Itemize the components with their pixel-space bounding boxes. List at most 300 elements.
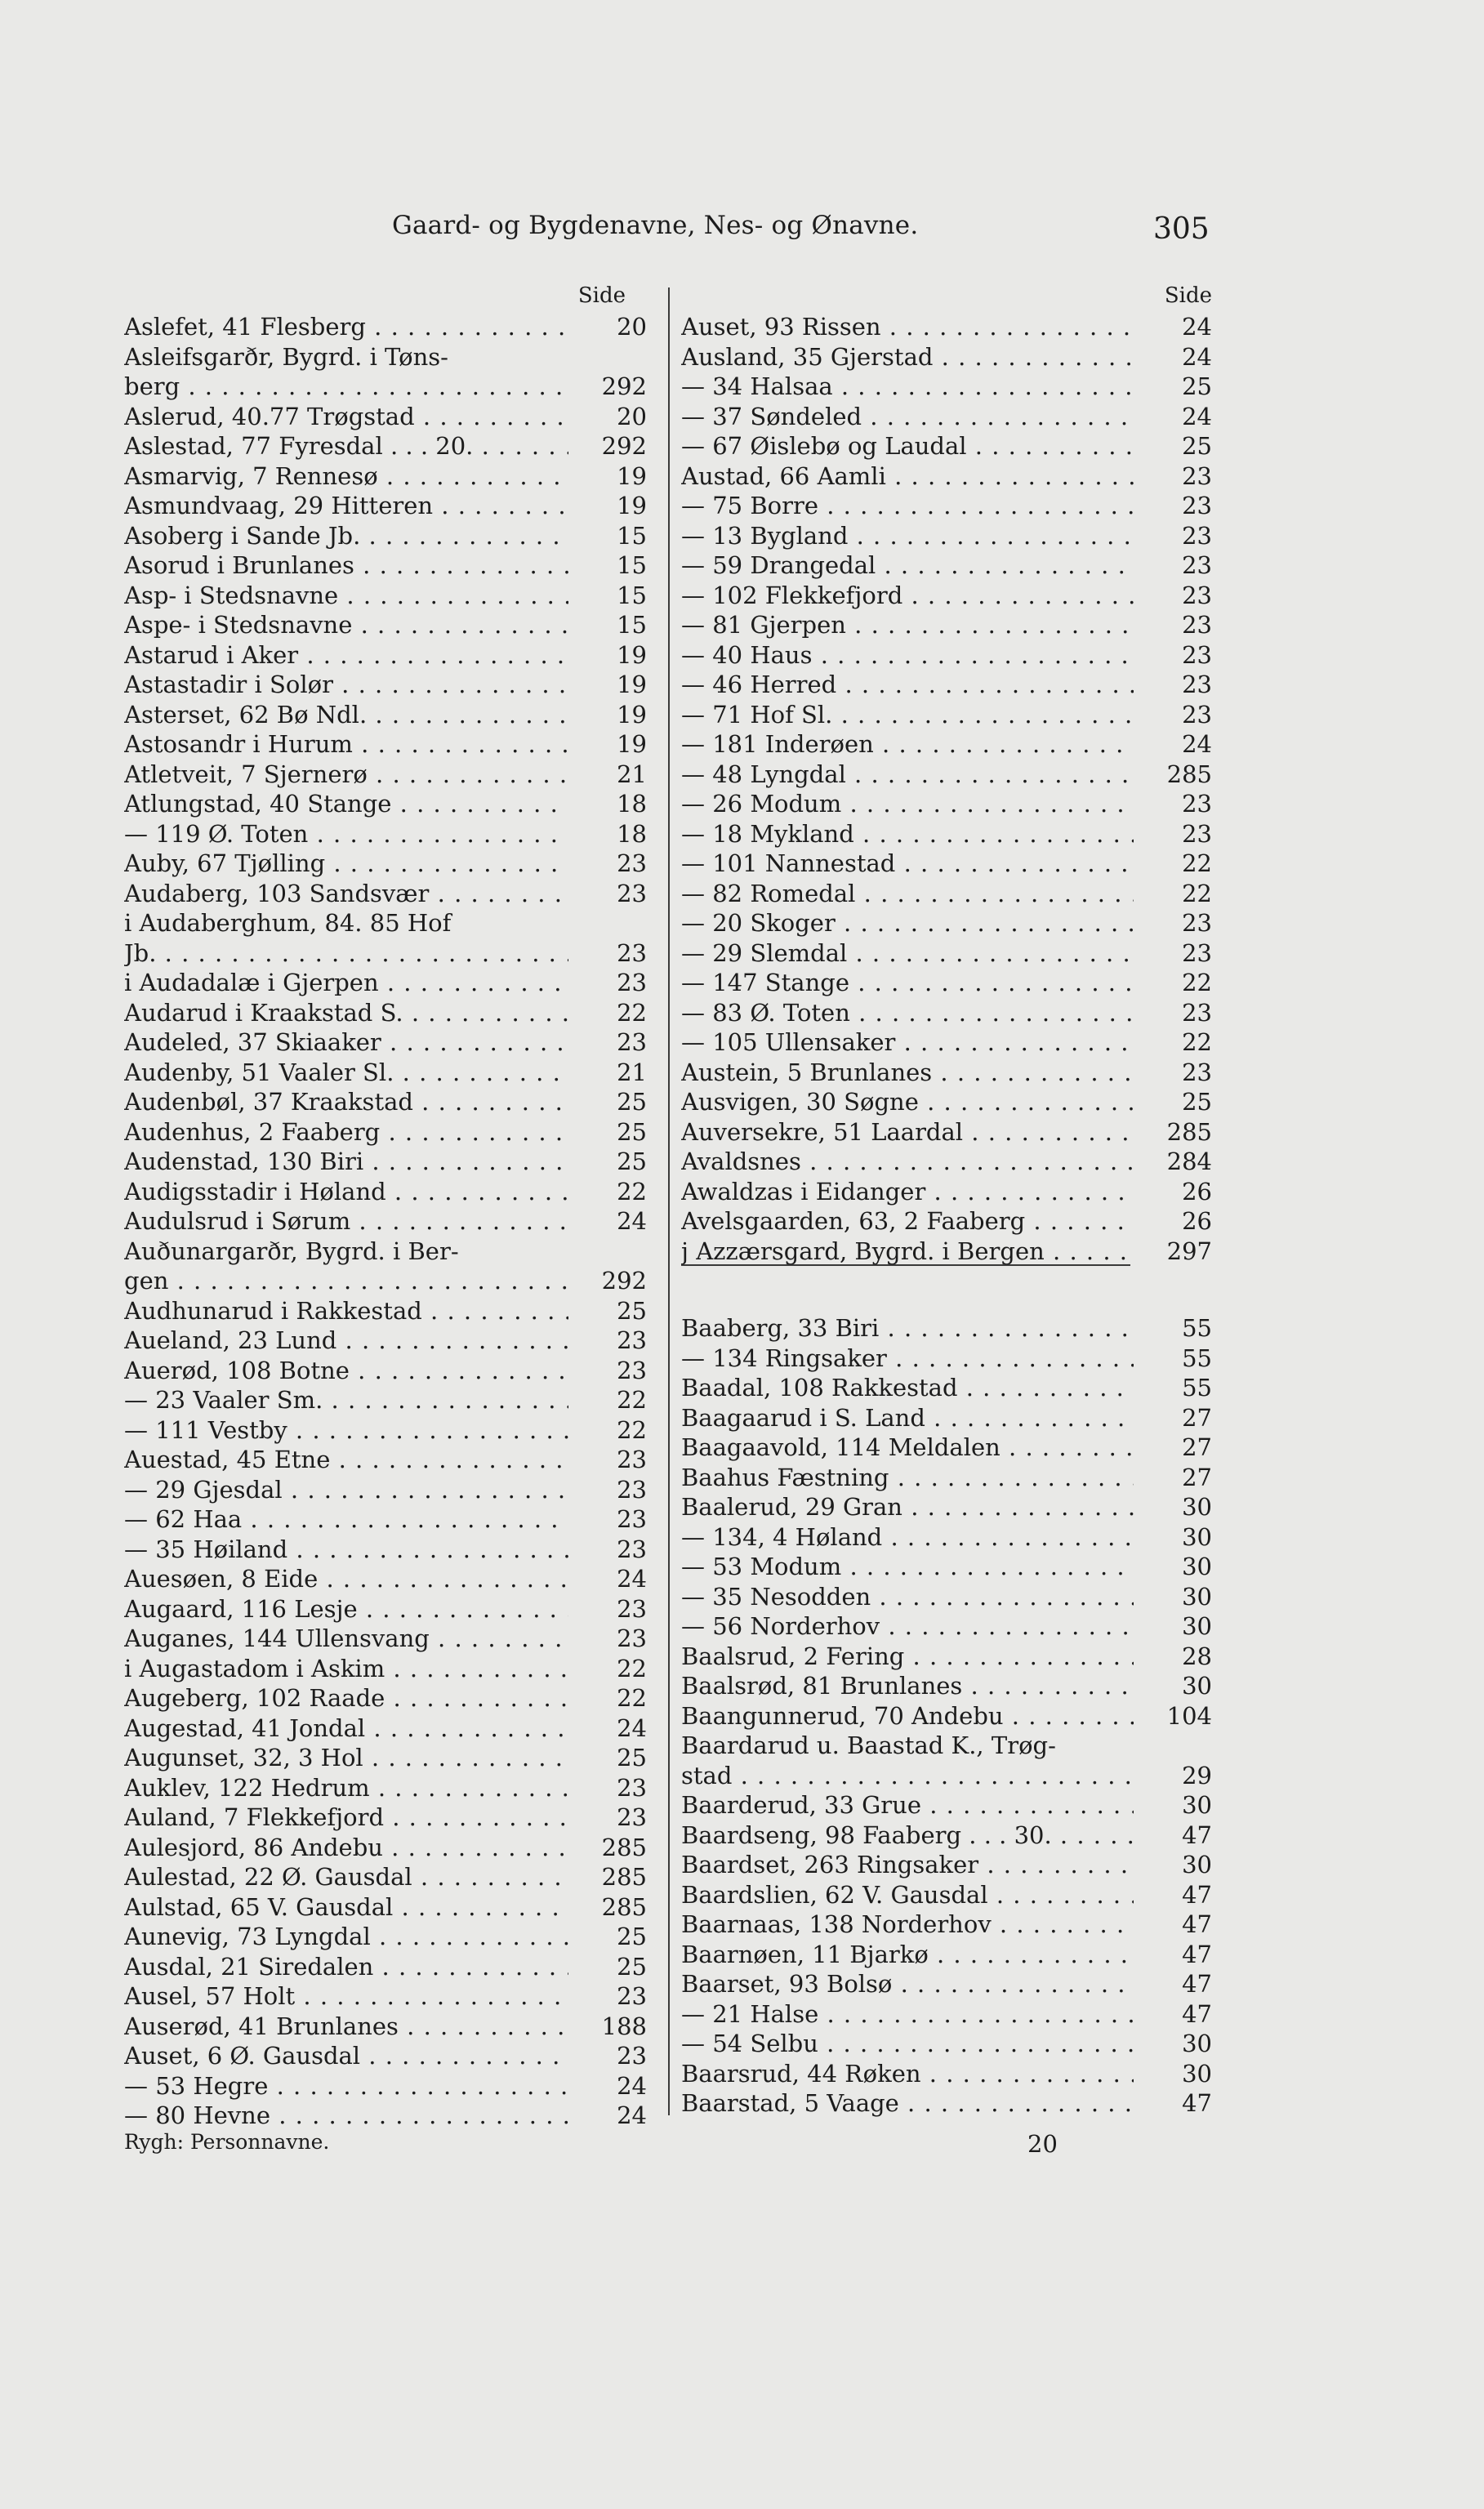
index-entry bbox=[124, 998, 647, 1028]
entry-page: 19 bbox=[568, 640, 647, 671]
entry-page: 285 bbox=[1134, 760, 1212, 790]
entry-page: 23 bbox=[1134, 640, 1212, 671]
index-entry bbox=[681, 789, 1212, 819]
entry-name: Auestad, 45 Etne . . . bbox=[124, 1445, 568, 1475]
entry-name: Augunset, 32, 3 Hol . . . bbox=[124, 1743, 568, 1773]
index-entry bbox=[124, 729, 647, 760]
footer-note: Rygh: Personnavne. bbox=[124, 2130, 330, 2154]
entry-page: 30 bbox=[1134, 1671, 1212, 1701]
entry-name: Auklev, 122 Hedrum . . . bbox=[124, 1773, 568, 1803]
entry-name: Atlungstad, 40 Stange . . . bbox=[124, 789, 568, 819]
index-entry bbox=[124, 760, 647, 790]
entry-page: 22 bbox=[568, 1177, 647, 1207]
entry-page: 47 bbox=[1134, 1820, 1212, 1851]
entry-page: 15 bbox=[568, 550, 647, 581]
entry-name: Baaberg, 33 Biri . . . bbox=[681, 1313, 1134, 1344]
entry-page: 23 bbox=[568, 1535, 647, 1565]
entry-name: Baarsrud, 44 Røken . . . bbox=[681, 2059, 1134, 2089]
index-entry bbox=[124, 1296, 647, 1326]
entry-page: 55 bbox=[1134, 1344, 1212, 1374]
entry-page: 15 bbox=[568, 521, 647, 551]
index-entry bbox=[124, 1743, 647, 1773]
entry-list bbox=[681, 1313, 1212, 2119]
page-title: Gaard- og Bygdenavne, Nes- og Ønavne. bbox=[392, 211, 919, 240]
entry-name: Baarset, 93 Bolsø . . . bbox=[681, 1969, 1134, 1999]
index-entry bbox=[124, 461, 647, 492]
entry-page: 47 bbox=[1134, 1910, 1212, 1940]
entry-page: 30 bbox=[1134, 1850, 1212, 1880]
entry-page: 24 bbox=[1134, 342, 1212, 372]
entry-page: 23 bbox=[1134, 461, 1212, 492]
index-entry bbox=[124, 879, 647, 909]
entry-page: 18 bbox=[568, 819, 647, 849]
entry-name: — 48 Lyngdal . . . bbox=[681, 760, 1134, 790]
index-entry bbox=[681, 1087, 1212, 1117]
page-number: 305 bbox=[1153, 212, 1210, 246]
entry-list bbox=[681, 312, 1212, 1266]
entry-name: — 26 Modum . . . bbox=[681, 789, 1134, 819]
entry-page: 23 bbox=[1134, 700, 1212, 730]
index-entry bbox=[124, 2041, 647, 2071]
entry-name: Augeberg, 102 Raade . . . bbox=[124, 1683, 568, 1714]
entry-name: Audigsstadir i Høland . . . bbox=[124, 1177, 568, 1207]
index-entry bbox=[681, 760, 1212, 790]
index-entry bbox=[124, 789, 647, 819]
index-entry bbox=[124, 1058, 647, 1088]
right-column bbox=[681, 279, 1212, 2119]
entry-name: Auserød, 41 Brunlanes . . . bbox=[124, 2012, 568, 2042]
entry-page: 23 bbox=[568, 849, 647, 879]
entry-page: 30 bbox=[1134, 1611, 1212, 1642]
index-entry bbox=[124, 2071, 647, 2101]
entry-page: 22 bbox=[1134, 1027, 1212, 1058]
index-entry bbox=[124, 1147, 647, 1177]
entry-page: 284 bbox=[1134, 1147, 1212, 1177]
index-entry bbox=[124, 1862, 647, 1892]
entry-name: Austein, 5 Brunlanes . . . bbox=[681, 1058, 1134, 1088]
entry-page: 23 bbox=[568, 1475, 647, 1505]
index-entry bbox=[681, 1701, 1212, 1731]
entry-name: Baarderud, 33 Grue . . . bbox=[681, 1790, 1134, 1820]
section-gap bbox=[681, 1266, 1212, 1313]
index-entry bbox=[681, 700, 1212, 730]
entry-name: Baalsrud, 2 Fering . . . bbox=[681, 1642, 1134, 1672]
entry-name: Auland, 7 Flekkefjord . . . bbox=[124, 1803, 568, 1833]
index-entry bbox=[681, 938, 1212, 969]
index-entry bbox=[124, 1027, 647, 1058]
entry-page: 21 bbox=[568, 1058, 647, 1088]
index-entry bbox=[681, 879, 1212, 909]
entry-name: — 40 Haus . . . bbox=[681, 640, 1134, 671]
entry-name: Aulstad, 65 V. Gausdal . . . bbox=[124, 1892, 568, 1923]
entry-name: — 102 Flekkefjord . . . bbox=[681, 581, 1134, 611]
entry-page: 285 bbox=[568, 1833, 647, 1863]
entry-page: 30 bbox=[1134, 1552, 1212, 1582]
entry-page: 24 bbox=[568, 2101, 647, 2131]
index-entry bbox=[681, 1642, 1212, 1672]
entry-name: j Azzærsgard, Bygrd. i Bergen . . . bbox=[681, 1237, 1134, 1267]
entry-page: 23 bbox=[568, 2041, 647, 2071]
entry-name: Aulesjord, 86 Andebu . . . bbox=[124, 1833, 568, 1863]
index-entry bbox=[681, 2088, 1212, 2119]
entry-name: Baagaarud i S. Land . . . bbox=[681, 1403, 1134, 1433]
entry-page: 19 bbox=[568, 491, 647, 521]
entry-name: — 80 Hevne . . . bbox=[124, 2101, 568, 2131]
index-entry bbox=[124, 1266, 647, 1296]
entry-name: — 81 Gjerpen . . . bbox=[681, 610, 1134, 640]
entry-name: Aspe- i Stedsnavne . . . bbox=[124, 610, 568, 640]
entry-page: 47 bbox=[1134, 1999, 1212, 2030]
entry-page: 25 bbox=[568, 1087, 647, 1117]
index-entry bbox=[681, 1671, 1212, 1701]
entry-name: Audeled, 37 Skiaaker . . . bbox=[124, 1027, 568, 1058]
entry-name: — 83 Ø. Toten . . . bbox=[681, 998, 1134, 1028]
entry-name: — 62 Haa . . . bbox=[124, 1504, 568, 1535]
index-entry bbox=[124, 342, 647, 372]
index-entry bbox=[681, 908, 1212, 938]
entry-name: — 46 Herred . . . bbox=[681, 670, 1134, 700]
entry-page: 24 bbox=[1134, 402, 1212, 432]
index-entry bbox=[124, 550, 647, 581]
entry-name: i Audadalæ i Gjerpen . . . bbox=[124, 968, 568, 998]
entry-name: — 82 Romedal . . . bbox=[681, 879, 1134, 909]
entry-name: Ausdal, 21 Siredalen . . . bbox=[124, 1952, 568, 1982]
entry-page: 25 bbox=[568, 1147, 647, 1177]
entry-name: Asp- i Stedsnavne . . . bbox=[124, 581, 568, 611]
entry-page: 24 bbox=[1134, 729, 1212, 760]
entry-page: 15 bbox=[568, 610, 647, 640]
index-entry bbox=[681, 2059, 1212, 2089]
index-entry bbox=[124, 581, 647, 611]
entry-name: Audenbøl, 37 Kraakstad . . . bbox=[124, 1087, 568, 1117]
entry-name: Audaberg, 103 Sandsvær . . . bbox=[124, 879, 568, 909]
index-entry bbox=[124, 1892, 647, 1923]
left-column bbox=[124, 279, 647, 2131]
index-entry bbox=[681, 1313, 1212, 1344]
entry-name: Baadal, 108 Rakkestad . . . bbox=[681, 1373, 1134, 1403]
entry-name: — 29 Gjesdal . . . bbox=[124, 1475, 568, 1505]
entry-page: 20 bbox=[568, 402, 647, 432]
entry-name: Aslefet, 41 Flesberg . . . bbox=[124, 312, 568, 342]
entry-name: — 29 Slemdal . . . bbox=[681, 938, 1134, 969]
entry-name: Asterset, 62 Bø Ndl. . . . bbox=[124, 700, 568, 730]
entry-name: Audenby, 51 Vaaler Sl. . . . bbox=[124, 1058, 568, 1088]
entry-page: 25 bbox=[568, 1743, 647, 1773]
entry-page: 23 bbox=[568, 1981, 647, 2012]
entry-page: 23 bbox=[1134, 789, 1212, 819]
index-entry bbox=[681, 1492, 1212, 1522]
index-entry bbox=[124, 849, 647, 879]
entry-name: — 18 Mykland . . . bbox=[681, 819, 1134, 849]
entry-page: 23 bbox=[568, 879, 647, 909]
entry-name: Baahus Fæstning . . . bbox=[681, 1463, 1134, 1493]
entry-name: Auesøen, 8 Eide . . . bbox=[124, 1564, 568, 1594]
index-entry bbox=[681, 1027, 1212, 1058]
entry-page: 23 bbox=[1134, 1058, 1212, 1088]
index-entry bbox=[124, 700, 647, 730]
entry-name: Audarud i Kraakstad S. . . . bbox=[124, 998, 568, 1028]
index-entry bbox=[124, 670, 647, 700]
entry-page: 27 bbox=[1134, 1433, 1212, 1463]
signature-mark: 20 bbox=[1027, 2130, 1058, 2158]
index-entry bbox=[681, 1403, 1212, 1433]
entry-page: 26 bbox=[1134, 1177, 1212, 1207]
index-entry bbox=[124, 1415, 647, 1446]
index-entry bbox=[681, 610, 1212, 640]
entry-name: Asoberg i Sande Jb. . . . bbox=[124, 521, 568, 551]
entry-name: Baalsrød, 81 Brunlanes . . . bbox=[681, 1671, 1134, 1701]
entry-page: 19 bbox=[568, 670, 647, 700]
index-entry bbox=[681, 521, 1212, 551]
entry-name: Baardset, 263 Ringsaker . . . bbox=[681, 1850, 1134, 1880]
entry-name: Audenhus, 2 Faaberg . . . bbox=[124, 1117, 568, 1148]
entry-name: Aulestad, 22 Ø. Gausdal . . . bbox=[124, 1862, 568, 1892]
index-entry bbox=[681, 1344, 1212, 1374]
entry-name: Auerød, 108 Botne . . . bbox=[124, 1356, 568, 1386]
entry-page: 23 bbox=[568, 1326, 647, 1356]
entry-page: 23 bbox=[568, 1773, 647, 1803]
entry-page: 47 bbox=[1134, 2088, 1212, 2119]
index-entry bbox=[124, 1594, 647, 1624]
entry-name: — 119 Ø. Toten . . . bbox=[124, 819, 568, 849]
index-entry bbox=[681, 1373, 1212, 1403]
entry-page: 23 bbox=[1134, 998, 1212, 1028]
index-entry bbox=[681, 1177, 1212, 1207]
index-entry bbox=[681, 1969, 1212, 1999]
index-entry bbox=[124, 2101, 647, 2131]
index-entry bbox=[681, 461, 1212, 492]
index-entry bbox=[124, 402, 647, 432]
entry-name: Baarnaas, 138 Norderhov . . . bbox=[681, 1910, 1134, 1940]
entry-page: 23 bbox=[1134, 938, 1212, 969]
entry-page: 28 bbox=[1134, 1642, 1212, 1672]
entry-page: 55 bbox=[1134, 1373, 1212, 1403]
entry-page: 23 bbox=[568, 1445, 647, 1475]
index-entry bbox=[124, 1654, 647, 1684]
index-entry bbox=[124, 1833, 647, 1863]
index-entry bbox=[124, 938, 647, 969]
entry-name: — 53 Modum . . . bbox=[681, 1552, 1134, 1582]
entry-page: 22 bbox=[568, 1385, 647, 1415]
entry-page: 22 bbox=[1134, 879, 1212, 909]
index-entry bbox=[681, 491, 1212, 521]
entry-page: 19 bbox=[568, 729, 647, 760]
entry-page: 25 bbox=[568, 1296, 647, 1326]
entry-name: Ausland, 35 Gjerstad . . . bbox=[681, 342, 1134, 372]
index-entry bbox=[681, 372, 1212, 402]
index-entry bbox=[681, 1850, 1212, 1880]
entry-page: 297 bbox=[1134, 1237, 1212, 1267]
index-entry bbox=[681, 1117, 1212, 1148]
entry-name: — 21 Halse . . . bbox=[681, 1999, 1134, 2030]
entry-page: 24 bbox=[568, 1714, 647, 1744]
entry-name: Baagaavold, 114 Meldalen . . . bbox=[681, 1433, 1134, 1463]
index-entry bbox=[124, 1326, 647, 1356]
entry-page: 30 bbox=[1134, 2059, 1212, 2089]
entry-name: Aueland, 23 Lund . . . bbox=[124, 1326, 568, 1356]
entry-name: Baardseng, 98 Faaberg . . . 30. . . . bbox=[681, 1820, 1134, 1851]
entry-page: 26 bbox=[1134, 1206, 1212, 1237]
index-entry bbox=[681, 1940, 1212, 1970]
entry-page: 30 bbox=[1134, 2029, 1212, 2059]
entry-page: 22 bbox=[1134, 849, 1212, 879]
entry-name: — 181 Inderøen . . . bbox=[681, 729, 1134, 760]
index-entry bbox=[124, 1773, 647, 1803]
entry-page: 30 bbox=[1134, 1582, 1212, 1612]
entry-name: Audulsrud i Sørum . . . bbox=[124, 1206, 568, 1237]
column-divider bbox=[668, 287, 670, 2115]
entry-name: Austad, 66 Aamli . . . bbox=[681, 461, 1134, 492]
entry-name: Auset, 6 Ø. Gausdal . . . bbox=[124, 2041, 568, 2071]
entry-name: Ausel, 57 Holt . . . bbox=[124, 1981, 568, 2012]
index-entry bbox=[124, 1952, 647, 1982]
index-entry bbox=[124, 1356, 647, 1386]
index-entry bbox=[124, 1475, 647, 1505]
index-entry bbox=[681, 998, 1212, 1028]
index-entry bbox=[124, 1117, 647, 1148]
index-entry bbox=[124, 372, 647, 402]
index-entry bbox=[681, 1522, 1212, 1553]
entry-name: Aunevig, 73 Lyngdal . . . bbox=[124, 1922, 568, 1952]
entry-page: 23 bbox=[568, 1624, 647, 1654]
index-entry bbox=[124, 1714, 647, 1744]
entry-name: Aslerud, 40.77 Trøgstad . . . bbox=[124, 402, 568, 432]
entry-page: 24 bbox=[568, 1206, 647, 1237]
entry-name: Baalerud, 29 Gran . . . bbox=[681, 1492, 1134, 1522]
entry-name: gen . . . bbox=[124, 1266, 568, 1296]
entry-name: Augaard, 116 Lesje . . . bbox=[124, 1594, 568, 1624]
entry-page: 23 bbox=[568, 1027, 647, 1058]
entry-name: Awaldzas i Eidanger . . . bbox=[681, 1177, 1134, 1207]
entry-name: Baarnøen, 11 Bjarkø . . . bbox=[681, 1940, 1134, 1970]
entry-name: Asleifsgarðr, Bygrd. i Tøns- bbox=[124, 342, 448, 371]
entry-page: 25 bbox=[1134, 1087, 1212, 1117]
index-entry bbox=[681, 729, 1212, 760]
entry-page: 285 bbox=[1134, 1117, 1212, 1148]
page-header bbox=[0, 211, 1484, 252]
index-entry bbox=[681, 1552, 1212, 1582]
entry-name: Atletveit, 7 Sjernerø . . . bbox=[124, 760, 568, 790]
entry-list bbox=[124, 312, 647, 2131]
page-footer bbox=[0, 2130, 1484, 2163]
entry-page: 21 bbox=[568, 760, 647, 790]
entry-page: 25 bbox=[568, 1922, 647, 1952]
entry-page: 29 bbox=[1134, 1761, 1212, 1791]
entry-page: 30 bbox=[1134, 1492, 1212, 1522]
index-entry bbox=[124, 1385, 647, 1415]
index-entry bbox=[681, 1463, 1212, 1493]
index-entry bbox=[681, 849, 1212, 879]
index-entry bbox=[124, 1624, 647, 1654]
entry-name: — 71 Hof Sl. . . . bbox=[681, 700, 1134, 730]
entry-page: 22 bbox=[568, 1683, 647, 1714]
entry-name: Baardarud u. Baastad K., Trøg- bbox=[681, 1731, 1056, 1759]
entry-name: — 20 Skoger . . . bbox=[681, 908, 1134, 938]
section-rule bbox=[681, 1264, 1130, 1266]
index-entry bbox=[681, 1999, 1212, 2030]
entry-name: — 134 Ringsaker . . . bbox=[681, 1344, 1134, 1374]
entry-name: Augestad, 41 Jondal . . . bbox=[124, 1714, 568, 1744]
side-label: Side bbox=[577, 283, 626, 308]
index-entry bbox=[124, 1683, 647, 1714]
entry-page: 292 bbox=[568, 431, 647, 461]
index-entry bbox=[124, 1535, 647, 1565]
entry-page: 25 bbox=[568, 1117, 647, 1148]
entry-name: — 75 Borre . . . bbox=[681, 491, 1134, 521]
entry-page: 23 bbox=[1134, 550, 1212, 581]
index-entry bbox=[681, 1237, 1212, 1267]
entry-page: 47 bbox=[1134, 1940, 1212, 1970]
index-entry bbox=[681, 1820, 1212, 1851]
index-entry bbox=[681, 1206, 1212, 1237]
entry-page: 285 bbox=[568, 1862, 647, 1892]
entry-page: 27 bbox=[1134, 1403, 1212, 1433]
entry-page: 23 bbox=[1134, 670, 1212, 700]
entry-page: 22 bbox=[568, 1654, 647, 1684]
entry-page: 25 bbox=[1134, 372, 1212, 402]
entry-page: 23 bbox=[568, 938, 647, 969]
index-entry bbox=[681, 402, 1212, 432]
entry-page: 19 bbox=[568, 461, 647, 492]
entry-name: — 35 Høiland . . . bbox=[124, 1535, 568, 1565]
entry-page: 47 bbox=[1134, 1969, 1212, 1999]
entry-name: i Audaberghum, 84. 85 Hof bbox=[124, 909, 452, 937]
index-entry bbox=[124, 640, 647, 671]
entry-name: — 134, 4 Høland . . . bbox=[681, 1522, 1134, 1553]
entry-name: — 111 Vestby . . . bbox=[124, 1415, 568, 1446]
entry-page: 285 bbox=[568, 1892, 647, 1923]
index-entry bbox=[681, 1058, 1212, 1088]
entry-name: — 23 Vaaler Sm. . . . bbox=[124, 1385, 568, 1415]
entry-page: 25 bbox=[1134, 431, 1212, 461]
entry-name: — 54 Selbu . . . bbox=[681, 2029, 1134, 2059]
entry-page: 24 bbox=[1134, 312, 1212, 342]
entry-name: Astosandr i Hurum . . . bbox=[124, 729, 568, 760]
index-entry bbox=[681, 342, 1212, 372]
entry-name: — 67 Øislebø og Laudal . . . bbox=[681, 431, 1134, 461]
entry-page: 18 bbox=[568, 789, 647, 819]
index-entry bbox=[681, 670, 1212, 700]
entry-name: stad . . . bbox=[681, 1761, 1134, 1791]
entry-name: — 35 Nesodden . . . bbox=[681, 1582, 1134, 1612]
index-entry bbox=[124, 1206, 647, 1237]
entry-name: Jb. . . . bbox=[124, 938, 568, 969]
entry-name: — 147 Stange . . . bbox=[681, 968, 1134, 998]
entry-name: Baarstad, 5 Vaage . . . bbox=[681, 2088, 1134, 2119]
entry-page: 23 bbox=[1134, 491, 1212, 521]
entry-page: 23 bbox=[568, 1594, 647, 1624]
entry-page: 23 bbox=[1134, 908, 1212, 938]
index-entry bbox=[681, 1790, 1212, 1820]
entry-page: 24 bbox=[568, 1564, 647, 1594]
entry-name: Auðunargarðr, Bygrd. i Ber- bbox=[124, 1237, 459, 1265]
entry-name: berg . . . bbox=[124, 372, 568, 402]
entry-name: — 59 Drangedal . . . bbox=[681, 550, 1134, 581]
entry-name: — 105 Ullensaker . . . bbox=[681, 1027, 1134, 1058]
index-entry bbox=[124, 431, 647, 461]
entry-name: Avaldsnes . . . bbox=[681, 1147, 1134, 1177]
index-entry bbox=[124, 1237, 647, 1267]
entry-page: 22 bbox=[568, 1415, 647, 1446]
entry-page: 27 bbox=[1134, 1463, 1212, 1493]
side-label: Side bbox=[1164, 283, 1212, 308]
index-entry bbox=[124, 1087, 647, 1117]
entry-name: Audhunarud i Rakkestad . . . bbox=[124, 1296, 568, 1326]
entry-page: 22 bbox=[1134, 968, 1212, 998]
index-entry bbox=[681, 312, 1212, 342]
index-entry bbox=[124, 1981, 647, 2012]
entry-name: Baangunnerud, 70 Andebu . . . bbox=[681, 1701, 1134, 1731]
